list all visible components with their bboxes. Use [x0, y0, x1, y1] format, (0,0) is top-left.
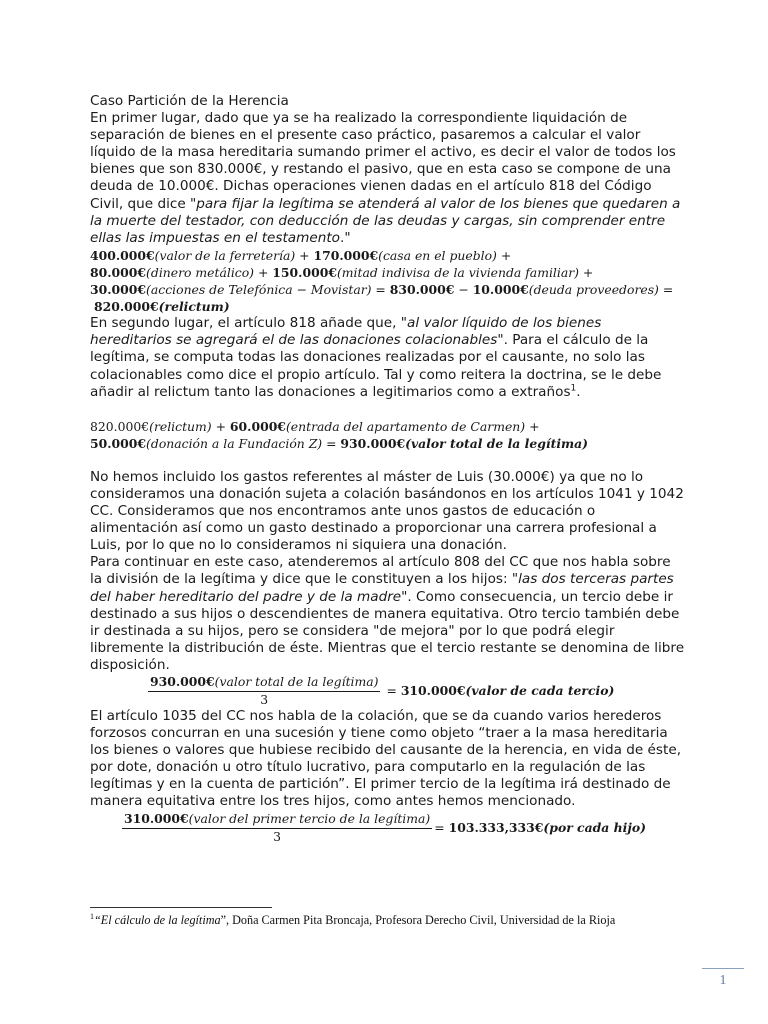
eq1-line-4 — [90, 298, 686, 315]
eq2-value: 820.000€ — [90, 418, 150, 434]
eq1-value: 170.000€ — [313, 247, 379, 263]
paragraph-2 — [90, 315, 686, 400]
eq1-label: (relictum) — [158, 299, 230, 315]
eq1-line-1 — [90, 247, 686, 264]
eq2-value: 50.000€ — [90, 435, 147, 451]
eq1-label: (valor de la ferretería) — [154, 247, 296, 263]
eq1-value: 830.000€ — [389, 282, 455, 298]
eq2-label: (entrada del apartamento de Carmen) — [285, 418, 526, 434]
footnote — [90, 913, 690, 928]
eq1-value: 820.000€ — [94, 299, 159, 315]
document-title: Caso Partición de la Herencia — [90, 93, 289, 109]
eq1-line-2 — [90, 264, 686, 281]
eq1-label: (casa en el pueblo) — [378, 247, 497, 263]
frac2-num-value: 310.000€ — [124, 810, 189, 826]
eq2-line-2 — [90, 435, 686, 452]
frac1-res-value: 310.000€ — [400, 683, 466, 699]
eq2-op: = — [322, 435, 341, 451]
p1-end: ." — [340, 229, 351, 246]
eq1-value: 400.000€ — [90, 247, 155, 263]
p1-quote: para fijar la legítima se atenderá al valor de los bienes que quedaren a la muerte del testador, con deducción de las deudas y cargas, sin comprender entre ellas las impuestas en el testamento — [90, 195, 681, 246]
frac1-num-label: (valor total de la legítima) — [214, 674, 379, 689]
eq1-op: − — [454, 282, 473, 298]
footnote-marker: 1 — [90, 911, 94, 921]
eq1-op: = — [371, 282, 390, 298]
eq2-op: + — [525, 418, 540, 434]
p4-rest: ". Como consecuencia, un tercio debe ir destinado a sus hijos o descendientes de manera equitativa. Otro tercio también debe ir destinada a su hijos, pero se considera "de mejora" por lo que podrá elegir libremente la distribución de éste. Mientras que el tercio restante se denomina de libre disposición. — [90, 588, 685, 673]
paragraph-4 — [90, 554, 686, 674]
eq1-value: 10.000€ — [472, 282, 529, 298]
eq1-op: + — [254, 264, 273, 280]
eq1-value: 30.000€ — [90, 282, 147, 298]
eq1-op: = — [658, 282, 674, 298]
fraction-denominator: 3 — [260, 692, 269, 707]
fraction — [122, 811, 432, 845]
page-number-rule — [702, 968, 744, 969]
fraction-denominator: 3 — [273, 828, 282, 844]
spacer — [90, 452, 686, 469]
p4-text: Para continuar en este caso, atenderemos al artículo 808 del CC que nos habla sobre la división de la legítima y dice que le constituyen a los hijos: " — [90, 554, 671, 588]
eq1-value: 80.000€ — [90, 264, 147, 280]
p2-text: En segundo lugar, el artículo 818 añade que, " — [90, 315, 408, 332]
p2-quote: al valor líquido de los bienes hereditarios se agregará el de las donaciones colacionables — [90, 315, 602, 349]
footnote-reference[interactable]: 1 — [570, 383, 577, 394]
document-body — [90, 93, 686, 845]
eq2-label: (donación a la Fundación Z) — [146, 435, 323, 451]
paragraph-3: No hemos incluido los gastos referentes al máster de Luis (30.000€) ya que no lo consideramos una donación sujeta a colación basándonos en los artículos 1041 y 1042 CC. Consideramos que nos encontramos ante unos gastos de educación o alimentación así como un gasto destinado a proporcionar una carrera profesional a Luis, por lo que no lo consideramos ni siquiera una donación. — [90, 468, 684, 554]
eq1-op: + — [496, 247, 512, 263]
eq1-value: 150.000€ — [272, 264, 337, 280]
frac2-res-value: 103.333,333€ — [448, 820, 544, 836]
fraction-hijo — [90, 811, 686, 845]
eq2-op: + — [211, 418, 230, 434]
p2-end: . — [576, 383, 581, 400]
paragraph-5: El artículo 1035 del CC nos habla de la colación, que se da cuando varios herederos forzosos concurran en una sucesión y tiene como objeto “traer a la masa hereditaria los bienes o valores que hubiese recibido del causante de la herencia, en vida de éste, por dote, donación u otro título lucrativo, para computarlo en la regulación de las legítimas y en la cuenta de partición”. El primer tercio de la legítima irá destinado de manera equitativa entre los tres hijos, como antes hemos mencionado. — [90, 708, 682, 810]
frac1-res-label: (valor de cada tercio) — [465, 683, 615, 699]
p1-text: En primer lugar, dado que ya se ha realizado la correspondiente liquidación de separación de bienes en el presente caso práctico, pasaremos a calcular el valor líquido de la masa hereditaria sumando primer el activo, es decir el valor de todos los bienes que son 830.000€, y restando el pasivo, que en esta caso se compone de una deuda de 10.000€. Dichas operaciones vienen dadas en el artículo 818 del Código Civil, que dice " — [90, 110, 676, 212]
eq1-label: (acciones de Telefónica − Movistar) — [146, 282, 372, 298]
fraction — [148, 674, 380, 708]
eq1-label: (mitad indivisa de la vivienda familiar) — [336, 264, 579, 280]
frac1-eq: = — [386, 683, 401, 699]
eq1-op: + — [578, 264, 594, 280]
eq2-label: (relictum) — [149, 418, 212, 434]
page-number: 1 — [719, 973, 727, 988]
frac2-eq: = — [434, 820, 449, 836]
spacer — [90, 401, 686, 418]
eq1-line-3 — [90, 281, 686, 298]
frac1-num-value: 930.000€ — [150, 674, 215, 689]
eq1-label: (dinero metálico) — [146, 264, 255, 280]
eq1-op: + — [295, 247, 314, 263]
fraction-result — [380, 682, 614, 699]
frac2-num-label: (valor del primer tercio de la legítima) — [188, 810, 431, 826]
footnote-separator — [90, 907, 272, 908]
frac2-res-label: (por cada hijo) — [543, 820, 646, 836]
footnote-title: “El cálculo de la legítima — [94, 913, 221, 927]
eq2-line-1 — [90, 418, 686, 435]
eq2-value: 930.000€ — [340, 435, 406, 451]
fraction-result — [432, 819, 646, 836]
eq2-label: (valor total de la legítima) — [405, 435, 589, 451]
p2-rest: ". Para el cálculo de la legítima, se computa todas las donaciones realizadas por el causante, no solo las colacionables como dice el propio artículo. Tal y como reitera la doctrina, se le debe añadir al relictum tanto las donaciones a legitimarios como a extraños — [90, 332, 662, 400]
paragraph-1 — [90, 110, 686, 247]
p4-quote: las dos terceras partes del haber hereditario del padre y de la madre — [90, 571, 674, 605]
eq2-value: 60.000€ — [229, 418, 286, 434]
fraction-numerator — [122, 811, 432, 829]
eq1-label: (deuda proveedores) — [528, 282, 659, 298]
fraction-numerator — [148, 674, 380, 692]
fraction-tercio — [90, 674, 686, 708]
equation-legitima — [90, 418, 686, 452]
equation-relictum — [90, 247, 686, 315]
footnote-text: ”, Doña Carmen Pita Broncaja, Profesora Derecho Civil, Universidad de la Rioja — [220, 913, 616, 927]
